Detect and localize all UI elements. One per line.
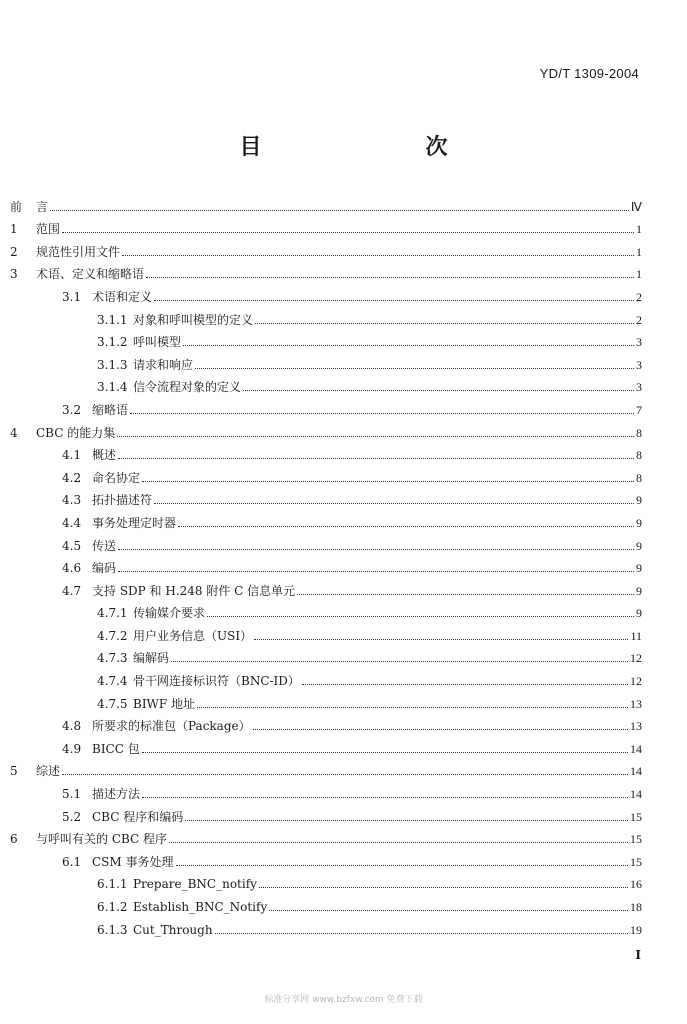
toc-dot-leader [146,277,634,278]
toc-section-number: 4.5 [62,538,82,553]
toc-section-title: 术语、定义和缩略语 [36,267,145,282]
toc-page-number: 15 [630,809,642,824]
toc-page-number: 14 [630,764,642,779]
toc-dot-leader [255,323,634,324]
toc-page-number: 3 [636,335,642,350]
toc-entry[interactable] [10,802,642,825]
toc-entry[interactable] [10,531,642,554]
toc-dot-leader [253,729,628,730]
toc-section-title: 支持 SDP 和 H.248 附件 C 信息单元 [92,583,296,598]
toc-section-number: 6.1.2 [97,900,128,914]
toc-section-title: Prepare_BNC_notify [133,877,257,892]
toc-entry[interactable] [10,915,642,938]
toc-entry[interactable] [10,350,642,373]
toc-section-title: 对象和呼叫模型的定义 [133,312,254,327]
toc-section-title: Establish_BNC_Notify [133,900,268,914]
toc-dot-leader [142,481,634,482]
toc-section-title: 概述 [92,448,117,463]
toc-dot-leader [62,774,628,775]
toc-dot-leader [171,661,628,662]
toc-entry[interactable] [10,441,642,464]
toc-dot-leader [185,820,628,821]
toc-dot-leader [142,797,628,798]
toc-page-number: 2 [636,289,642,304]
toc-entry[interactable] [10,712,642,735]
toc-section-title: 缩略语 [92,402,129,417]
toc-section-title: 综述 [36,764,61,779]
toc-page-number: 15 [630,854,642,869]
toc-page-number: 2 [636,312,642,327]
toc-page-number: 11 [630,628,642,643]
toc-section-title: Cut_Through [133,922,213,937]
toc-page-number: 9 [636,515,642,530]
toc-entry[interactable] [10,282,642,305]
toc-entry[interactable] [10,463,642,486]
toc-page-number: Ⅳ [630,199,642,214]
toc-section-number: 1 [10,222,18,237]
toc-section-title: 呼叫模型 [133,335,182,350]
toc-entry[interactable] [10,508,642,531]
toc-dot-leader [154,300,634,301]
toc-page-number: 8 [636,425,642,440]
toc-dot-leader [178,526,634,527]
toc-entry[interactable] [10,621,642,644]
toc-entry[interactable] [10,192,642,215]
toc-section-title: 所要求的标准包（Package） [92,719,251,734]
toc-entry[interactable] [10,779,642,802]
toc-section-title: BIWF 地址 [133,696,196,711]
document-code: YD/T 1309-2004 [539,66,639,81]
toc-section-number: 6.1.1 [97,877,128,892]
toc-section-title: 请求和响应 [133,357,194,372]
toc-entry[interactable] [10,847,642,870]
toc-section-title: 骨干网连接标识符（BNC-ID） [133,674,300,689]
toc-dot-leader [118,571,634,572]
toc-entry[interactable] [10,825,642,848]
toc-page-number: 9 [636,538,642,553]
toc-entry[interactable] [10,373,642,396]
toc-page-number: 9 [636,493,642,508]
toc-dot-leader [176,865,628,866]
toc-section-number: 3.1.2 [97,335,128,350]
toc-page-number: 1 [636,244,642,259]
toc-section-title: CBC 的能力集 [36,425,116,440]
toc-section-title: 命名协定 [92,470,141,485]
toc-page-number: 1 [636,222,642,237]
toc-dot-leader [254,639,628,640]
toc-section-number: 4.7 [62,583,82,598]
toc-entry[interactable] [10,644,642,667]
toc-section-number: 5.2 [62,809,82,824]
toc-dot-leader [183,345,634,346]
toc-section-title: 事务处理定时器 [92,515,177,530]
toc-section-number: 6 [10,832,18,847]
toc-entry[interactable] [10,260,642,283]
toc-section-number: 4 [10,425,18,440]
toc-section-number: 前 [10,199,23,214]
toc-page-number: 7 [636,402,642,417]
toc-entry[interactable] [10,554,642,577]
toc-entry[interactable] [10,395,642,418]
toc-section-number: 2 [10,244,18,259]
toc-page-number: 8 [636,470,642,485]
toc-page-number: 14 [630,787,642,802]
toc-section-title: 术语和定义 [92,289,153,304]
toc-page-number: 12 [630,651,642,666]
toc-dot-leader [117,436,634,437]
toc-entry[interactable] [10,599,642,622]
toc-page-number: 13 [630,696,642,711]
toc-dot-leader [197,707,628,708]
toc-section-title: BICC 包 [92,741,140,756]
toc-page-number: 3 [636,357,642,372]
toc-dot-leader [302,684,628,685]
toc-section-number: 4.1 [62,448,82,463]
toc-section-number: 4.3 [62,493,82,508]
toc-section-number: 4.7.2 [97,628,128,643]
toc-section-title: 编码 [92,561,117,576]
toc-section-title: 编解码 [133,651,170,666]
toc-section-title: 传输媒介要求 [133,606,206,621]
toc-dot-leader [62,232,634,233]
toc-section-title: CSM 事务处理 [92,854,174,869]
toc-dot-leader [269,910,628,911]
toc-dot-leader [195,368,634,369]
toc-dot-leader [142,752,628,753]
toc-entry[interactable] [10,734,642,757]
toc-section-number: 3.2 [62,402,82,417]
toc-dot-leader [243,390,634,391]
toc-section-number: 4.7.5 [97,696,128,711]
toc-section-number: 6.1.3 [97,922,128,937]
toc-dot-leader [169,842,628,843]
toc-section-title: CBC 程序和编码 [92,809,184,824]
toc-dot-leader [207,616,634,617]
toc-section-number: 5.1 [62,787,82,802]
toc-page-number: 15 [630,832,642,847]
toc-dot-leader [130,413,634,414]
toc-dot-leader [154,503,634,504]
toc-page-number: 1 [636,267,642,282]
toc-page-number: 12 [630,674,642,689]
toc-entry[interactable] [10,757,642,780]
toc-section-number: 4.8 [62,719,82,734]
toc-section-title: 规范性引用文件 [36,244,121,259]
toc-section-number: 4.4 [62,515,82,530]
toc-entry[interactable] [10,305,642,328]
toc-page-number: 13 [630,719,642,734]
toc-page-number: 16 [630,877,642,892]
toc-section-number: 4.7.4 [97,674,128,689]
toc-section-number: 4.2 [62,470,82,485]
toc-section-title: 言 [36,199,49,214]
page-title: 目 次 [239,134,488,160]
toc-page-number: 9 [636,606,642,621]
toc-section-number: 5 [10,764,18,779]
toc-entry[interactable] [10,418,642,441]
toc-entry[interactable] [10,689,642,712]
toc-entry[interactable] [10,215,642,238]
toc-dot-leader [50,210,629,211]
toc-section-number: 4.6 [62,561,82,576]
toc-section-number: 3.1.3 [97,357,128,372]
toc-section-title: 描述方法 [92,787,141,802]
toc-section-number: 3.1.4 [97,380,128,395]
toc-entry[interactable] [10,892,642,915]
toc-entry[interactable] [10,328,642,351]
toc-entry[interactable] [10,486,642,509]
toc-page-number: 14 [630,741,642,756]
toc-section-title: 拓扑描述符 [92,493,153,508]
watermark: 标准分享网 www.bzfxw.com 免费下载 [264,995,423,1005]
toc-page-number: 3 [636,380,642,395]
table-of-contents [10,192,642,938]
toc-section-number: 6.1 [62,854,82,869]
toc-dot-leader [118,549,634,550]
toc-section-title: 信令流程对象的定义 [133,380,242,395]
toc-page-number: 8 [636,448,642,463]
toc-dot-leader [259,887,628,888]
toc-section-title: 范围 [36,222,61,237]
toc-section-number: 3.1 [62,289,82,304]
toc-section-title: 用户业务信息（USI） [133,628,253,643]
toc-section-number: 3 [10,267,18,282]
toc-entry[interactable] [10,237,642,260]
toc-section-title: 与呼叫有关的 CBC 程序 [36,832,168,847]
toc-dot-leader [122,255,634,256]
toc-entry[interactable] [10,666,642,689]
toc-dot-leader [215,933,628,934]
toc-page-number: 9 [636,583,642,598]
toc-dot-leader [118,458,634,459]
toc-entry[interactable] [10,576,642,599]
toc-section-number: 4.7.3 [97,651,128,666]
toc-page-number: 9 [636,561,642,576]
toc-section-number: 3.1.1 [97,312,128,327]
page-number: I [635,948,641,962]
toc-entry[interactable] [10,870,642,893]
toc-section-title: 传送 [92,538,117,553]
toc-page-number: 18 [630,900,642,914]
toc-page-number: 19 [630,922,642,937]
toc-section-number: 4.9 [62,741,82,756]
toc-dot-leader [297,594,634,595]
toc-section-number: 4.7.1 [97,606,128,621]
